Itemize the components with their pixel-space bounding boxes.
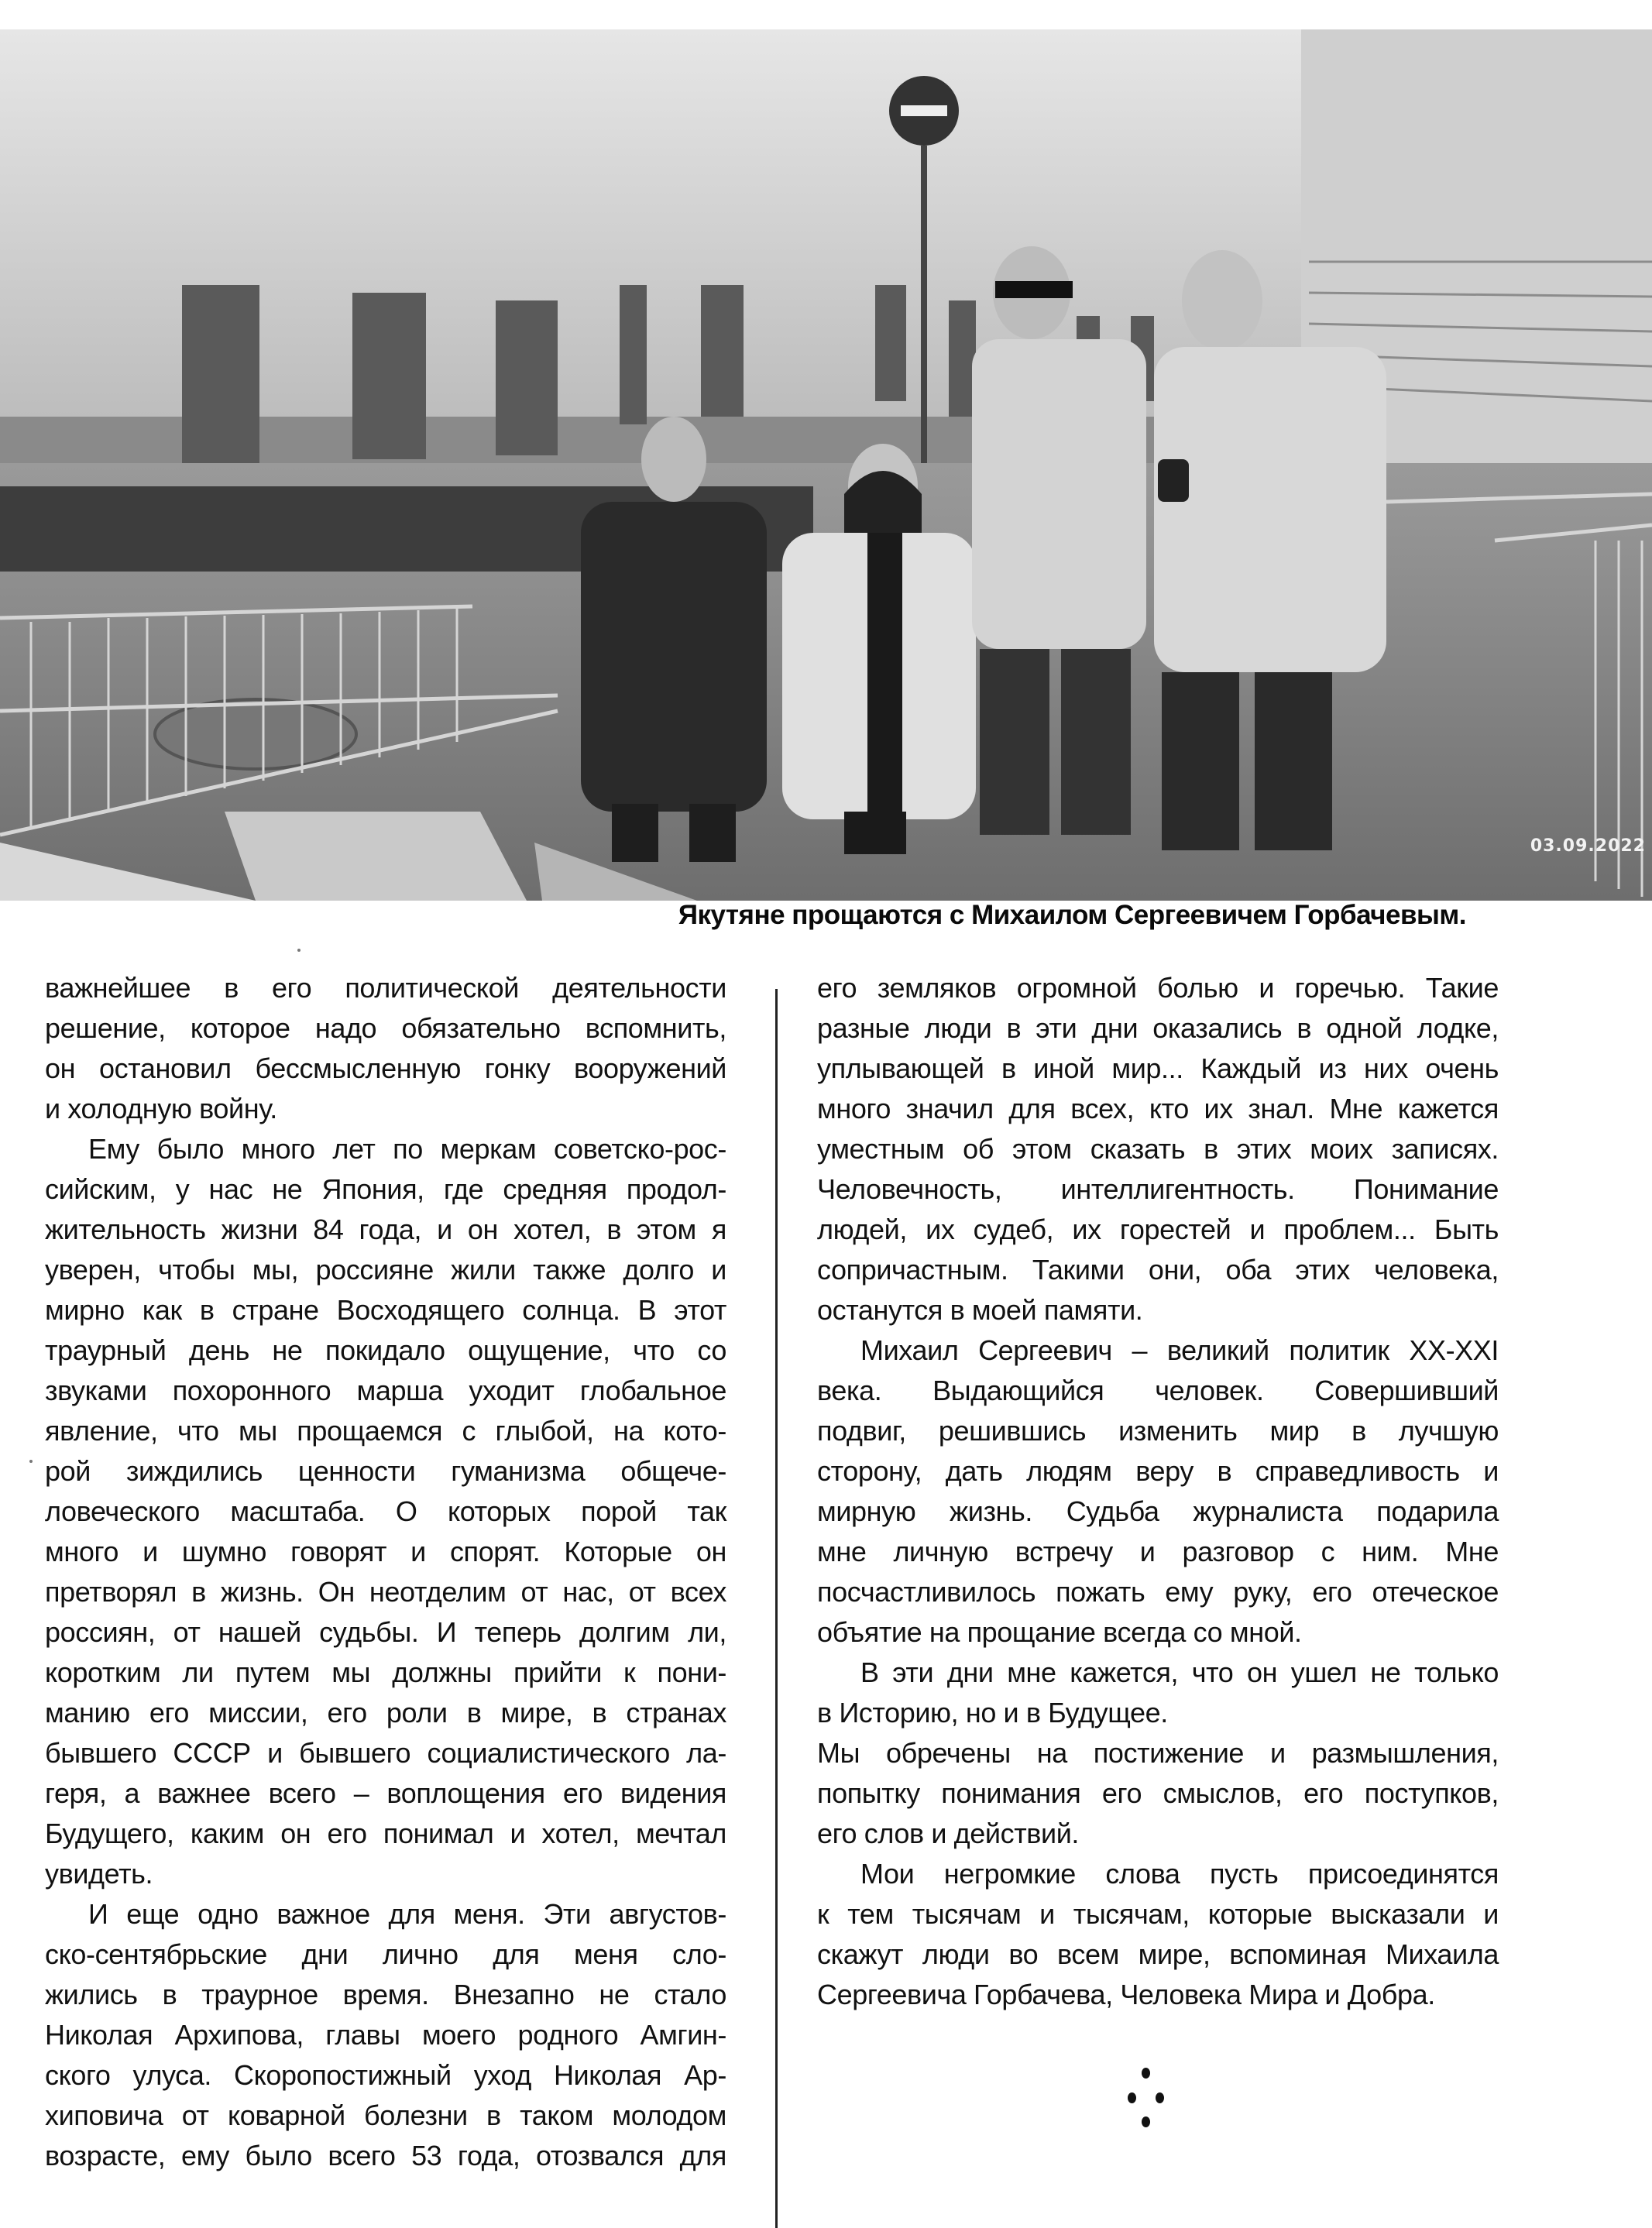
photo-scene	[0, 29, 1652, 901]
text-line: скажут люди во всем мире, вспоминая Михаила	[817, 1938, 1499, 1970]
text-line: посчастливилось пожать ему руку, его отеческое	[817, 1576, 1499, 1608]
text-line: в Историю, но и в Будущее.	[817, 1697, 1168, 1729]
text-line: уверен, чтобы мы, россияне жили также долго и	[45, 1254, 726, 1286]
text-line: возрасте, ему было всего 53 года, отозвался для	[45, 2140, 726, 2171]
text-line: сопричастным. Такими они, оба этих человека,	[817, 1254, 1499, 1286]
text-line: геря, а важнее всего – воплощения его видения	[45, 1777, 726, 1809]
sunglasses	[995, 281, 1073, 298]
text-line: много значил для всех, кто их знал. Мне кажется	[817, 1093, 1499, 1124]
ornament-dot	[1142, 2116, 1150, 2127]
text-line: мне личную встречу и разговор с ним. Мне	[817, 1536, 1499, 1567]
photo-date-stamp: 03.09.2022	[1530, 836, 1646, 856]
ornament-dot	[1156, 2092, 1164, 2103]
column-divider	[775, 989, 778, 2228]
text-line: людей, их судеб, их горестей и проблем... Быть	[817, 1214, 1499, 1245]
end-ornament	[1115, 2068, 1177, 2130]
text-line: много и шумно говорят и спорят. Которые он	[45, 1536, 726, 1567]
text-line: решение, которое надо обязательно вспомнить,	[45, 1012, 726, 1044]
text-line: сторону, дать людям веру в справедливость и	[817, 1455, 1499, 1487]
text-line: сийским, у нас не Япония, где средняя продол-	[45, 1173, 726, 1205]
text-column-left	[45, 968, 726, 2176]
text-line: разные люди в эти дни оказались в одной лодке,	[817, 1012, 1499, 1044]
text-column-right	[817, 968, 1499, 2015]
text-line: важнейшее в его политической деятельности	[45, 972, 726, 1004]
ornament-dot	[1142, 2068, 1150, 2079]
text-line: бывшего СССР и бывшего социалистического ла-	[45, 1737, 726, 1769]
text-line: жительность жизни 84 года, и он хотел, в этом я	[45, 1214, 726, 1245]
article-photo	[0, 29, 1652, 901]
scan-speck	[29, 1460, 33, 1463]
text-line: останутся в моей памяти.	[817, 1294, 1143, 1326]
photo-caption: Якутяне прощаются с Михаилом Сергеевичем Горбачевым.	[678, 900, 1466, 930]
text-line: уплывающей в иной мир... Каждый из них очень	[817, 1052, 1499, 1084]
text-line: ско-сентябрьские дни лично для меня сло-	[45, 1938, 726, 1970]
text-line: он остановил бессмысленную гонку вооружений	[45, 1052, 726, 1084]
text-line: манию его миссии, его роли в мире, в странах	[45, 1697, 726, 1729]
text-line: и холодную войну.	[45, 1093, 277, 1124]
text-line: звуками похоронного марша уходит глобальное	[45, 1375, 726, 1406]
text-line: к тем тысячам и тысячам, которые высказали и	[817, 1898, 1499, 1930]
crosswalk-stripe	[225, 812, 527, 901]
text-line: рой зиждились ценности гуманизма общече-	[45, 1455, 726, 1487]
text-line: В эти дни мне кажется, что он ушел не только	[860, 1656, 1499, 1688]
text-line: явление, что мы прощаемся с глыбой, на кото-	[45, 1415, 726, 1447]
text-line: уместным об этом сказать в этих моих записях.	[817, 1133, 1499, 1165]
text-line: подвиг, решившись изменить мир в лучшую	[817, 1415, 1499, 1447]
ornament-dot	[1128, 2092, 1136, 2103]
text-line: Сергеевича Горбачева, Человека Мира и Добра.	[817, 1979, 1435, 2010]
camera-pouch	[1158, 459, 1189, 502]
text-line: хиповича от коварной болезни в таком молодом	[45, 2099, 726, 2131]
text-line: мирную жизнь. Судьба журналиста подарила	[817, 1495, 1499, 1527]
text-line: его слов и действий.	[817, 1818, 1080, 1849]
text-line: Михаил Сергеевич – великий политик XX-XXI	[860, 1334, 1499, 1366]
text-line: мирно как в стране Восходящего солнца. В этот	[45, 1294, 726, 1326]
text-line: века. Выдающийся человек. Совершивший	[817, 1375, 1499, 1406]
text-line: Ему было много лет по меркам советско-рос-	[88, 1133, 726, 1165]
text-line: россиян, от нашей судьбы. И теперь долгим ли,	[45, 1616, 726, 1648]
text-line: ского улуса. Скоропостижный уход Николая Ар-	[45, 2059, 726, 2091]
text-line: ловеческого масштаба. О которых порой так	[45, 1495, 726, 1527]
text-line: Николая Архипова, главы моего родного Амгин-	[45, 2019, 726, 2051]
text-line: Мы обречены на постижение и размышления,	[817, 1737, 1499, 1769]
text-line: претворял в жизнь. Он неотделим от нас, от всех	[45, 1576, 726, 1608]
text-line: его земляков огромной болью и горечью. Такие	[817, 972, 1499, 1004]
text-line: Человечность, интеллигентность. Понимание	[817, 1173, 1499, 1205]
scan-speck	[297, 949, 301, 952]
text-line: Мои негромкие слова пусть присоединятся	[860, 1858, 1499, 1890]
text-line: И еще одно важное для меня. Эти августов-	[88, 1898, 726, 1930]
text-line: жились в траурное время. Внезапно не стало	[45, 1979, 726, 2010]
text-line: объятие на прощание всегда со мной.	[817, 1616, 1302, 1648]
text-line: Будущего, каким он его понимал и хотел, мечтал	[45, 1818, 726, 1849]
text-line: коротким ли путем мы должны прийти к пони-	[45, 1656, 726, 1688]
text-line: траурный день не покидало ощущение, что со	[45, 1334, 726, 1366]
text-line: увидеть.	[45, 1858, 153, 1890]
text-line: попытку понимания его смыслов, его поступков,	[817, 1777, 1499, 1809]
